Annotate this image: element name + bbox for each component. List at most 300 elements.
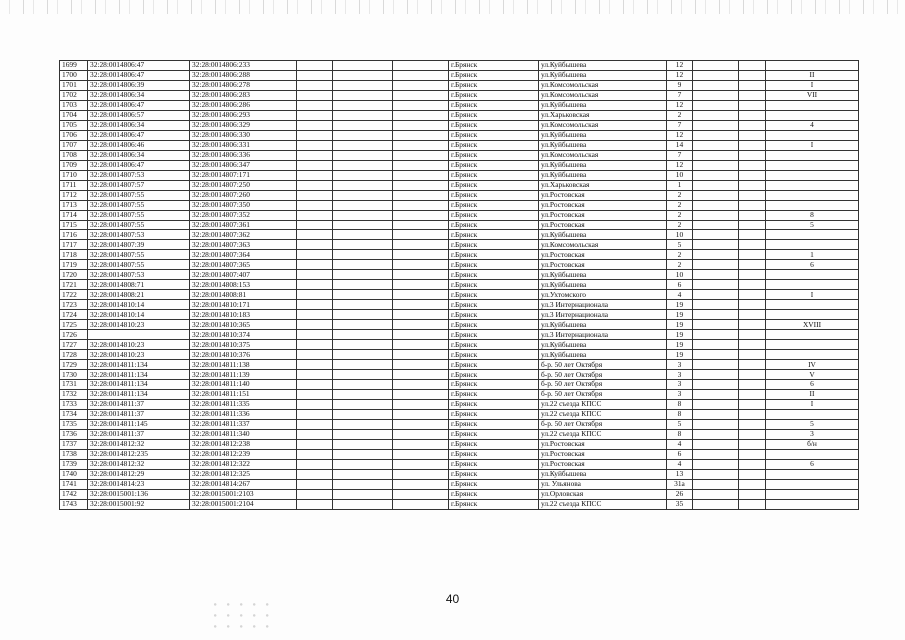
street-cell: ул.Куйбышева bbox=[539, 280, 667, 290]
parcel-cadastral-number-cell: 32:28:0014810:14 bbox=[88, 300, 190, 310]
premises-number-cell bbox=[766, 270, 859, 280]
premises-number-cell bbox=[766, 300, 859, 310]
empty-cell bbox=[333, 449, 393, 459]
empty-cell bbox=[739, 439, 766, 449]
premises-number-cell: 5 bbox=[766, 419, 859, 429]
empty-cell bbox=[739, 409, 766, 419]
empty-cell bbox=[739, 100, 766, 110]
city-cell: г.Брянск bbox=[449, 370, 539, 380]
premises-number-cell: I bbox=[766, 80, 859, 90]
house-number-cell: 2 bbox=[667, 260, 693, 270]
empty-cell bbox=[693, 150, 739, 160]
city-cell: г.Брянск bbox=[449, 290, 539, 300]
empty-cell bbox=[333, 439, 393, 449]
table-row bbox=[60, 340, 859, 350]
empty-cell bbox=[693, 429, 739, 439]
parcel-cadastral-number-cell: 32:28:0015001:92 bbox=[88, 499, 190, 509]
table-row bbox=[60, 280, 859, 290]
empty-cell bbox=[393, 130, 449, 140]
row-number-cell: 1702 bbox=[60, 90, 88, 100]
empty-cell bbox=[333, 200, 393, 210]
empty-cell bbox=[739, 370, 766, 380]
house-number-cell: 4 bbox=[667, 439, 693, 449]
table-row bbox=[60, 250, 859, 260]
building-cadastral-number-cell: 32:28:0014807:407 bbox=[190, 270, 297, 280]
premises-number-cell: 1 bbox=[766, 250, 859, 260]
scan-edge-artifact bbox=[0, 0, 905, 14]
house-number-cell: 6 bbox=[667, 280, 693, 290]
empty-cell bbox=[739, 499, 766, 509]
street-cell: ул.Куйбышева bbox=[539, 70, 667, 80]
empty-cell bbox=[393, 260, 449, 270]
premises-number-cell bbox=[766, 180, 859, 190]
parcel-cadastral-number-cell: 32:28:0015001:136 bbox=[88, 489, 190, 499]
empty-cell bbox=[739, 350, 766, 360]
empty-cell bbox=[693, 90, 739, 100]
city-cell: г.Брянск bbox=[449, 230, 539, 240]
street-cell: ул. Ульянова bbox=[539, 479, 667, 489]
empty-cell bbox=[333, 90, 393, 100]
table-row bbox=[60, 80, 859, 90]
row-number-cell: 1706 bbox=[60, 130, 88, 140]
empty-cell bbox=[693, 489, 739, 499]
row-number-cell: 1743 bbox=[60, 499, 88, 509]
empty-cell bbox=[297, 280, 333, 290]
empty-cell bbox=[693, 409, 739, 419]
table-row bbox=[60, 350, 859, 360]
parcel-cadastral-number-cell: 32:28:0014807:55 bbox=[88, 190, 190, 200]
empty-cell bbox=[297, 100, 333, 110]
city-cell: г.Брянск bbox=[449, 429, 539, 439]
premises-number-cell bbox=[766, 110, 859, 120]
city-cell: г.Брянск bbox=[449, 419, 539, 429]
premises-number-cell: 6 bbox=[766, 459, 859, 469]
street-cell: ул.Куйбышева bbox=[539, 140, 667, 150]
empty-cell bbox=[693, 80, 739, 90]
empty-cell bbox=[393, 310, 449, 320]
premises-number-cell bbox=[766, 150, 859, 160]
table-row bbox=[60, 110, 859, 120]
building-cadastral-number-cell: 32:28:0014808:153 bbox=[190, 280, 297, 290]
house-number-cell: 8 bbox=[667, 399, 693, 409]
building-cadastral-number-cell: 32:28:0014806:283 bbox=[190, 90, 297, 100]
city-cell: г.Брянск bbox=[449, 340, 539, 350]
table-row bbox=[60, 200, 859, 210]
parcel-cadastral-number-cell: 32:28:0014810:23 bbox=[88, 320, 190, 330]
empty-cell bbox=[297, 220, 333, 230]
row-number-cell: 1720 bbox=[60, 270, 88, 280]
empty-cell bbox=[297, 439, 333, 449]
house-number-cell: 7 bbox=[667, 150, 693, 160]
premises-number-cell bbox=[766, 280, 859, 290]
parcel-cadastral-number-cell: 32:28:0014810:23 bbox=[88, 340, 190, 350]
building-cadastral-number-cell: 32:28:0015001:2104 bbox=[190, 499, 297, 509]
building-cadastral-number-cell: 32:28:0014811:139 bbox=[190, 370, 297, 380]
street-cell: ул.3 Интернационала bbox=[539, 300, 667, 310]
table-row bbox=[60, 160, 859, 170]
row-number-cell: 1724 bbox=[60, 310, 88, 320]
empty-cell bbox=[693, 499, 739, 509]
table-row bbox=[60, 120, 859, 130]
city-cell: г.Брянск bbox=[449, 389, 539, 399]
row-number-cell: 1730 bbox=[60, 370, 88, 380]
premises-number-cell: 8 bbox=[766, 210, 859, 220]
empty-cell bbox=[693, 320, 739, 330]
table-row bbox=[60, 140, 859, 150]
row-number-cell: 1707 bbox=[60, 140, 88, 150]
empty-cell bbox=[297, 489, 333, 499]
empty-cell bbox=[393, 160, 449, 170]
building-cadastral-number-cell: 32:28:0014810:171 bbox=[190, 300, 297, 310]
house-number-cell: 19 bbox=[667, 340, 693, 350]
empty-cell bbox=[333, 429, 393, 439]
house-number-cell: 7 bbox=[667, 90, 693, 100]
empty-cell bbox=[333, 250, 393, 260]
empty-cell bbox=[739, 270, 766, 280]
city-cell: г.Брянск bbox=[449, 449, 539, 459]
city-cell: г.Брянск bbox=[449, 210, 539, 220]
table-row bbox=[60, 150, 859, 160]
street-cell: ул.Комсомольская bbox=[539, 80, 667, 90]
empty-cell bbox=[297, 380, 333, 390]
premises-number-cell: VII bbox=[766, 90, 859, 100]
row-number-cell: 1727 bbox=[60, 340, 88, 350]
street-cell: ул.Куйбышева bbox=[539, 100, 667, 110]
empty-cell bbox=[693, 350, 739, 360]
parcel-cadastral-number-cell: 32:28:0014806:47 bbox=[88, 160, 190, 170]
city-cell: г.Брянск bbox=[449, 100, 539, 110]
empty-cell bbox=[333, 120, 393, 130]
street-cell: ул.Ростовская bbox=[539, 250, 667, 260]
building-cadastral-number-cell: 32:28:0014814:267 bbox=[190, 479, 297, 489]
parcel-cadastral-number-cell: 32:28:0014806:34 bbox=[88, 90, 190, 100]
row-number-cell: 1722 bbox=[60, 290, 88, 300]
empty-cell bbox=[739, 130, 766, 140]
table-row bbox=[60, 439, 859, 449]
empty-cell bbox=[739, 310, 766, 320]
empty-cell bbox=[333, 160, 393, 170]
empty-cell bbox=[739, 210, 766, 220]
parcel-cadastral-number-cell: 32:28:0014806:34 bbox=[88, 120, 190, 130]
street-cell: ул.Куйбышева bbox=[539, 160, 667, 170]
empty-cell bbox=[739, 429, 766, 439]
empty-cell bbox=[693, 399, 739, 409]
empty-cell bbox=[739, 170, 766, 180]
premises-number-cell bbox=[766, 489, 859, 499]
street-cell: ул.Ростовская bbox=[539, 210, 667, 220]
empty-cell bbox=[693, 260, 739, 270]
empty-cell bbox=[297, 459, 333, 469]
house-number-cell: 5 bbox=[667, 419, 693, 429]
parcel-cadastral-number-cell: 32:28:0014811:134 bbox=[88, 360, 190, 370]
parcel-cadastral-number-cell: 32:28:0014807:55 bbox=[88, 250, 190, 260]
street-cell: б-р. 50 лет Октября bbox=[539, 380, 667, 390]
city-cell: г.Брянск bbox=[449, 330, 539, 340]
empty-cell bbox=[297, 180, 333, 190]
row-number-cell: 1731 bbox=[60, 380, 88, 390]
empty-cell bbox=[297, 330, 333, 340]
premises-number-cell bbox=[766, 310, 859, 320]
house-number-cell: 6 bbox=[667, 449, 693, 459]
premises-number-cell: 6 bbox=[766, 380, 859, 390]
street-cell: б-р. 50 лет Октября bbox=[539, 370, 667, 380]
parcel-cadastral-number-cell: 32:28:0014806:47 bbox=[88, 100, 190, 110]
empty-cell bbox=[693, 290, 739, 300]
empty-cell bbox=[393, 320, 449, 330]
premises-number-cell bbox=[766, 100, 859, 110]
empty-cell bbox=[739, 389, 766, 399]
empty-cell bbox=[297, 170, 333, 180]
table-row bbox=[60, 419, 859, 429]
house-number-cell: 10 bbox=[667, 270, 693, 280]
house-number-cell: 19 bbox=[667, 350, 693, 360]
city-cell: г.Брянск bbox=[449, 240, 539, 250]
row-number-cell: 1737 bbox=[60, 439, 88, 449]
table-row bbox=[60, 130, 859, 140]
parcel-cadastral-number-cell: 32:28:0014811:134 bbox=[88, 389, 190, 399]
empty-cell bbox=[393, 409, 449, 419]
building-cadastral-number-cell: 32:28:0014810:365 bbox=[190, 320, 297, 330]
city-cell: г.Брянск bbox=[449, 499, 539, 509]
row-number-cell: 1705 bbox=[60, 120, 88, 130]
building-cadastral-number-cell: 32:28:0014810:183 bbox=[190, 310, 297, 320]
row-number-cell: 1719 bbox=[60, 260, 88, 270]
premises-number-cell: I bbox=[766, 290, 859, 300]
street-cell: ул.Куйбышева bbox=[539, 130, 667, 140]
premises-number-cell bbox=[766, 499, 859, 509]
table-row bbox=[60, 399, 859, 409]
premises-number-cell bbox=[766, 160, 859, 170]
empty-cell bbox=[693, 110, 739, 120]
city-cell: г.Брянск bbox=[449, 180, 539, 190]
empty-cell bbox=[393, 360, 449, 370]
empty-cell bbox=[739, 190, 766, 200]
row-number-cell: 1725 bbox=[60, 320, 88, 330]
street-cell: ул.Комсомольская bbox=[539, 150, 667, 160]
premises-number-cell: I bbox=[766, 399, 859, 409]
empty-cell bbox=[739, 469, 766, 479]
table-row bbox=[60, 330, 859, 340]
empty-cell bbox=[739, 180, 766, 190]
empty-cell bbox=[333, 280, 393, 290]
empty-cell bbox=[393, 439, 449, 449]
row-number-cell: 1739 bbox=[60, 459, 88, 469]
city-cell: г.Брянск bbox=[449, 489, 539, 499]
city-cell: г.Брянск bbox=[449, 250, 539, 260]
building-cadastral-number-cell: 32:28:0014806:336 bbox=[190, 150, 297, 160]
row-number-cell: 1716 bbox=[60, 230, 88, 240]
empty-cell bbox=[297, 160, 333, 170]
street-cell: ул.Ростовская bbox=[539, 459, 667, 469]
row-number-cell: 1738 bbox=[60, 449, 88, 459]
table-row bbox=[60, 260, 859, 270]
city-cell: г.Брянск bbox=[449, 459, 539, 469]
empty-cell bbox=[393, 499, 449, 509]
table-row bbox=[60, 409, 859, 419]
empty-cell bbox=[393, 270, 449, 280]
empty-cell bbox=[393, 389, 449, 399]
empty-cell bbox=[393, 280, 449, 290]
parcel-cadastral-number-cell: 32:28:0014810:23 bbox=[88, 350, 190, 360]
city-cell: г.Брянск bbox=[449, 469, 539, 479]
city-cell: г.Брянск bbox=[449, 220, 539, 230]
empty-cell bbox=[693, 459, 739, 469]
empty-cell bbox=[739, 160, 766, 170]
row-number-cell: 1711 bbox=[60, 180, 88, 190]
city-cell: г.Брянск bbox=[449, 200, 539, 210]
building-cadastral-number-cell: 32:28:0014810:376 bbox=[190, 350, 297, 360]
empty-cell bbox=[393, 290, 449, 300]
street-cell: ул.3 Интернационала bbox=[539, 330, 667, 340]
empty-cell bbox=[393, 350, 449, 360]
building-cadastral-number-cell: 32:28:0014812:325 bbox=[190, 469, 297, 479]
empty-cell bbox=[739, 340, 766, 350]
city-cell: г.Брянск bbox=[449, 150, 539, 160]
table-row bbox=[60, 320, 859, 330]
empty-cell bbox=[297, 300, 333, 310]
building-cadastral-number-cell: 32:28:0014807:171 bbox=[190, 170, 297, 180]
premises-number-cell: V bbox=[766, 370, 859, 380]
building-cadastral-number-cell: 32:28:0014807:363 bbox=[190, 240, 297, 250]
empty-cell bbox=[693, 190, 739, 200]
city-cell: г.Брянск bbox=[449, 409, 539, 419]
empty-cell bbox=[693, 370, 739, 380]
table-row bbox=[60, 170, 859, 180]
row-number-cell: 1699 bbox=[60, 61, 88, 71]
empty-cell bbox=[393, 61, 449, 71]
empty-cell bbox=[333, 190, 393, 200]
table-row bbox=[60, 360, 859, 370]
house-number-cell: 14 bbox=[667, 140, 693, 150]
parcel-cadastral-number-cell: 32:28:0014807:55 bbox=[88, 210, 190, 220]
building-cadastral-number-cell: 32:28:0015001:2103 bbox=[190, 489, 297, 499]
empty-cell bbox=[393, 120, 449, 130]
empty-cell bbox=[393, 150, 449, 160]
parcel-cadastral-number-cell: 32:28:0014812:29 bbox=[88, 469, 190, 479]
empty-cell bbox=[739, 90, 766, 100]
empty-cell bbox=[693, 61, 739, 71]
empty-cell bbox=[297, 110, 333, 120]
empty-cell bbox=[297, 409, 333, 419]
parcel-cadastral-number-cell: 32:28:0014807:39 bbox=[88, 240, 190, 250]
premises-number-cell bbox=[766, 230, 859, 240]
city-cell: г.Брянск bbox=[449, 310, 539, 320]
parcel-cadastral-number-cell: 32:28:0014811:145 bbox=[88, 419, 190, 429]
house-number-cell: 3 bbox=[667, 370, 693, 380]
empty-cell bbox=[393, 479, 449, 489]
street-cell: ул.Комсомольская bbox=[539, 120, 667, 130]
empty-cell bbox=[739, 380, 766, 390]
premises-number-cell bbox=[766, 240, 859, 250]
empty-cell bbox=[297, 320, 333, 330]
premises-number-cell: II bbox=[766, 70, 859, 80]
table-row bbox=[60, 230, 859, 240]
city-cell: г.Брянск bbox=[449, 380, 539, 390]
empty-cell bbox=[297, 350, 333, 360]
street-cell: ул.Ростовская bbox=[539, 449, 667, 459]
street-cell: ул.Комсомольская bbox=[539, 240, 667, 250]
parcel-cadastral-number-cell: 32:28:0014807:55 bbox=[88, 220, 190, 230]
house-number-cell: 1 bbox=[667, 180, 693, 190]
parcel-cadastral-number-cell: 32:28:0014811:37 bbox=[88, 399, 190, 409]
empty-cell bbox=[333, 70, 393, 80]
premises-number-cell bbox=[766, 190, 859, 200]
premises-number-cell bbox=[766, 469, 859, 479]
street-cell: ул.Куйбышева bbox=[539, 340, 667, 350]
premises-number-cell bbox=[766, 350, 859, 360]
table-row bbox=[60, 210, 859, 220]
empty-cell bbox=[333, 310, 393, 320]
empty-cell bbox=[333, 499, 393, 509]
empty-cell bbox=[693, 469, 739, 479]
empty-cell bbox=[693, 120, 739, 130]
empty-cell bbox=[333, 330, 393, 340]
premises-number-cell: IV bbox=[766, 360, 859, 370]
registry-table bbox=[59, 60, 859, 510]
premises-number-cell bbox=[766, 61, 859, 71]
empty-cell bbox=[393, 190, 449, 200]
empty-cell bbox=[297, 130, 333, 140]
parcel-cadastral-number-cell: 32:28:0014806:47 bbox=[88, 130, 190, 140]
row-number-cell: 1708 bbox=[60, 150, 88, 160]
empty-cell bbox=[739, 280, 766, 290]
house-number-cell: 5 bbox=[667, 240, 693, 250]
empty-cell bbox=[393, 240, 449, 250]
empty-cell bbox=[333, 350, 393, 360]
building-cadastral-number-cell: 32:28:0014810:375 bbox=[190, 340, 297, 350]
street-cell: ул.Куйбышева bbox=[539, 350, 667, 360]
city-cell: г.Брянск bbox=[449, 170, 539, 180]
table-row bbox=[60, 61, 859, 71]
house-number-cell: 7 bbox=[667, 120, 693, 130]
premises-number-cell: I bbox=[766, 140, 859, 150]
row-number-cell: 1728 bbox=[60, 350, 88, 360]
empty-cell bbox=[693, 340, 739, 350]
premises-number-cell bbox=[766, 409, 859, 419]
empty-cell bbox=[739, 330, 766, 340]
empty-cell bbox=[333, 61, 393, 71]
building-cadastral-number-cell: 32:28:0014811:140 bbox=[190, 380, 297, 390]
empty-cell bbox=[393, 170, 449, 180]
table-row bbox=[60, 459, 859, 469]
street-cell: ул.Ростовская bbox=[539, 200, 667, 210]
house-number-cell: 19 bbox=[667, 330, 693, 340]
building-cadastral-number-cell: 32:28:0014806:329 bbox=[190, 120, 297, 130]
street-cell: ул.Ростовская bbox=[539, 220, 667, 230]
empty-cell bbox=[333, 140, 393, 150]
building-cadastral-number-cell: 32:28:0014807:250 bbox=[190, 180, 297, 190]
row-number-cell: 1733 bbox=[60, 399, 88, 409]
premises-number-cell bbox=[766, 170, 859, 180]
empty-cell bbox=[297, 429, 333, 439]
building-cadastral-number-cell: 32:28:0014806:286 bbox=[190, 100, 297, 110]
building-cadastral-number-cell: 32:28:0014806:288 bbox=[190, 70, 297, 80]
empty-cell bbox=[297, 80, 333, 90]
row-number-cell: 1704 bbox=[60, 110, 88, 120]
table-row bbox=[60, 240, 859, 250]
parcel-cadastral-number-cell: 32:28:0014806:34 bbox=[88, 150, 190, 160]
empty-cell bbox=[297, 120, 333, 130]
empty-cell bbox=[297, 290, 333, 300]
parcel-cadastral-number-cell: 32:28:0014807:55 bbox=[88, 260, 190, 270]
empty-cell bbox=[333, 130, 393, 140]
row-number-cell: 1723 bbox=[60, 300, 88, 310]
empty-cell bbox=[393, 459, 449, 469]
empty-cell bbox=[393, 250, 449, 260]
table-row bbox=[60, 270, 859, 280]
empty-cell bbox=[333, 180, 393, 190]
table-row bbox=[60, 469, 859, 479]
